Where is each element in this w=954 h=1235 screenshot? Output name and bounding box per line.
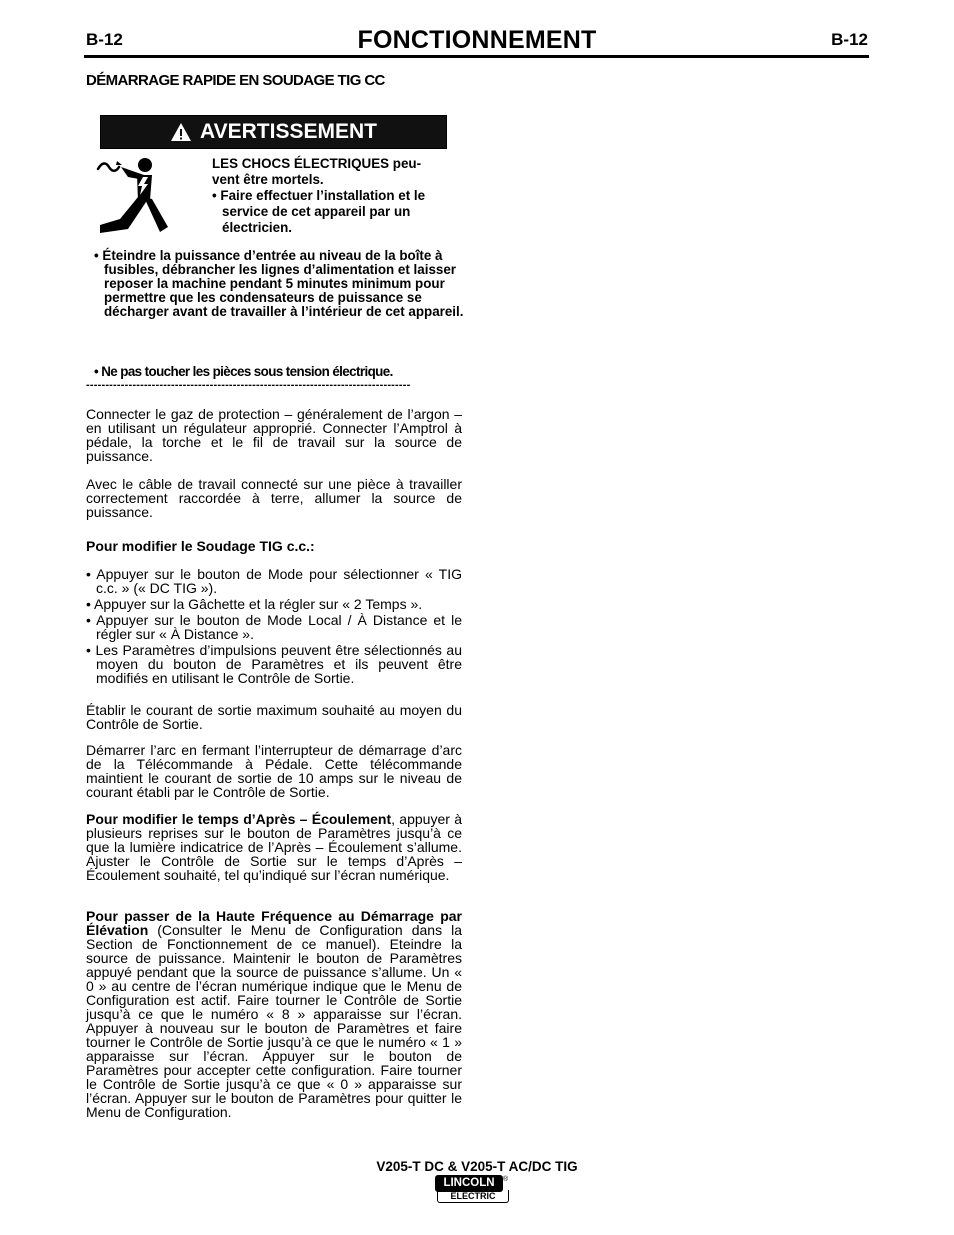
header-rule <box>84 55 869 58</box>
paragraph-afterflow <box>86 812 462 882</box>
hf-text: (Consulter le Menu de Configuration dans la Section de Fonctionnement de ce manuel). Eteindre la source de puissance. Maintenir le bouton de Paramètres appuyé pendant que la source de puissance s’allume. Un « 0 » au centre de l’écran numérique indique que le Menu de Configuration est actif. Faire tourner le Contrôle de Sortie jusqu’à ce que le numéro « 8 » apparaisse sur l’écran. Appuyer à nouveau sur le bouton de Paramètres et faire tourner le Contrôle de Sortie jusqu’à ce que le numéro « 1 » apparaisse sur l’écran. Appuyer sur le bouton de Paramètres pour accepter cette configuration. Faire tourner le Contrôle de Sortie jusqu’à ce que « 0 » apparaisse sur l’écran. Appuyer sur le bouton de Paramètres pour quitter le Menu de Configuration. <box>86 922 462 1120</box>
page-number-left: B-12 <box>86 30 123 49</box>
paragraph-hf-liftarc <box>86 909 462 1119</box>
list-item: • Appuyer sur le bouton de Mode Local / À Distance et le régler sur « À Distance ». <box>86 612 462 642</box>
shock-warning-text <box>212 156 462 236</box>
lincoln-electric-logo <box>433 1175 511 1205</box>
heading-tig <box>86 539 462 553</box>
footer-model: V205-T DC & V205-T AC/DC TIG <box>376 1159 578 1174</box>
paragraph-output: Établir le courant de sortie maximum souhaité au moyen du Contrôle de Sortie. <box>86 702 462 732</box>
warning-bullet-no-touch: • Ne pas toucher les pièces sous tension électrique. <box>94 364 393 379</box>
page-number-right: B-12 <box>831 30 868 49</box>
paragraph-arc-start: Démarrer l’arc en fermant l’interrupteur de démarrage d’arc de la Télécommande à Pédale. Cette télécommande maintient le courant de sortie de 10 amps sur le niveau de courant établi par le Contrôle de Sortie. <box>86 742 462 800</box>
page-title: FONCTIONNEMENT <box>357 26 597 54</box>
warning-bullet-power-off: • Éteindre la puissance d’entrée au niveau de la boîte à fusibles, débrancher les lignes d’alimentation et laisser reposer la machine pendant 5 minutes minimum pour permettre que les condensateurs de puissance se décharger avant de travailler à l’intérieur de cet appareil. <box>94 248 464 319</box>
shock-bullet: • Faire effectuer l’installation et le service de cet appareil par un électricien. <box>212 188 426 235</box>
warning-banner <box>100 115 447 149</box>
hf-bold: Pour passer de la Haute Fréquence au Démarrage par Élévation <box>86 908 462 938</box>
heading-tig-text: Pour modifier le Soudage TIG c.c.: <box>86 538 315 554</box>
section-heading: DÉMARRAGE RAPIDE EN SOUDAGE TIG CC <box>86 72 385 89</box>
afterflow-bold: Pour modifier le temps d’Après – Écoulement <box>86 811 392 827</box>
warning-triangle-icon <box>170 122 192 142</box>
logo-top: LINCOLN <box>435 1175 503 1192</box>
list-item: • Les Paramètres d’impulsions peuvent être sélectionnés au moyen du bouton de Paramètres et ils peuvent être modifiés en utilisant le Contrôle de Sortie. <box>86 642 462 686</box>
warning-label: AVERTISSEMENT <box>200 120 377 143</box>
shock-line-1: LES CHOCS ÉLECTRIQUES peu- <box>212 156 422 171</box>
afterflow-text: , appuyer à plusieurs reprises sur le bouton de Paramètres jusqu’à ce que la lumière indicatrice de l’Après – Écoulement s’allume. Ajuster le Contrôle de Sortie sur le temps d’Après – Écoulement souhaité, tel qu’indiqué sur l’écran numérique. <box>86 811 462 883</box>
shock-line-2: vent être mortels. <box>212 172 324 187</box>
tig-list <box>86 567 462 685</box>
list-item: • Appuyer sur le bouton de Mode pour sélectionner « TIG c.c. » (« DC TIG »). <box>86 566 462 596</box>
logo-bottom: ELECTRIC <box>437 1190 509 1203</box>
paragraph-work-cable: Avec le câble de travail connecté sur une pièce à travailler correctement raccordée à terre, allumer la source de puissance. <box>86 476 462 520</box>
list-item: • Appuyer sur la Gâchette et la régler sur « 2 Temps ». <box>86 596 423 612</box>
logo-registered: ® <box>503 1176 509 1183</box>
electric-shock-icon <box>94 153 178 235</box>
paragraph-gas: Connecter le gaz de protection – généralement de l’argon – en utilisant un régulateur approprié. Connecter l’Amptrol à pédale, la torche et le fil de travail sur la source de puissance. <box>86 406 462 464</box>
dashed-separator: ------------------------------------------------------------------------------------ <box>86 379 411 391</box>
